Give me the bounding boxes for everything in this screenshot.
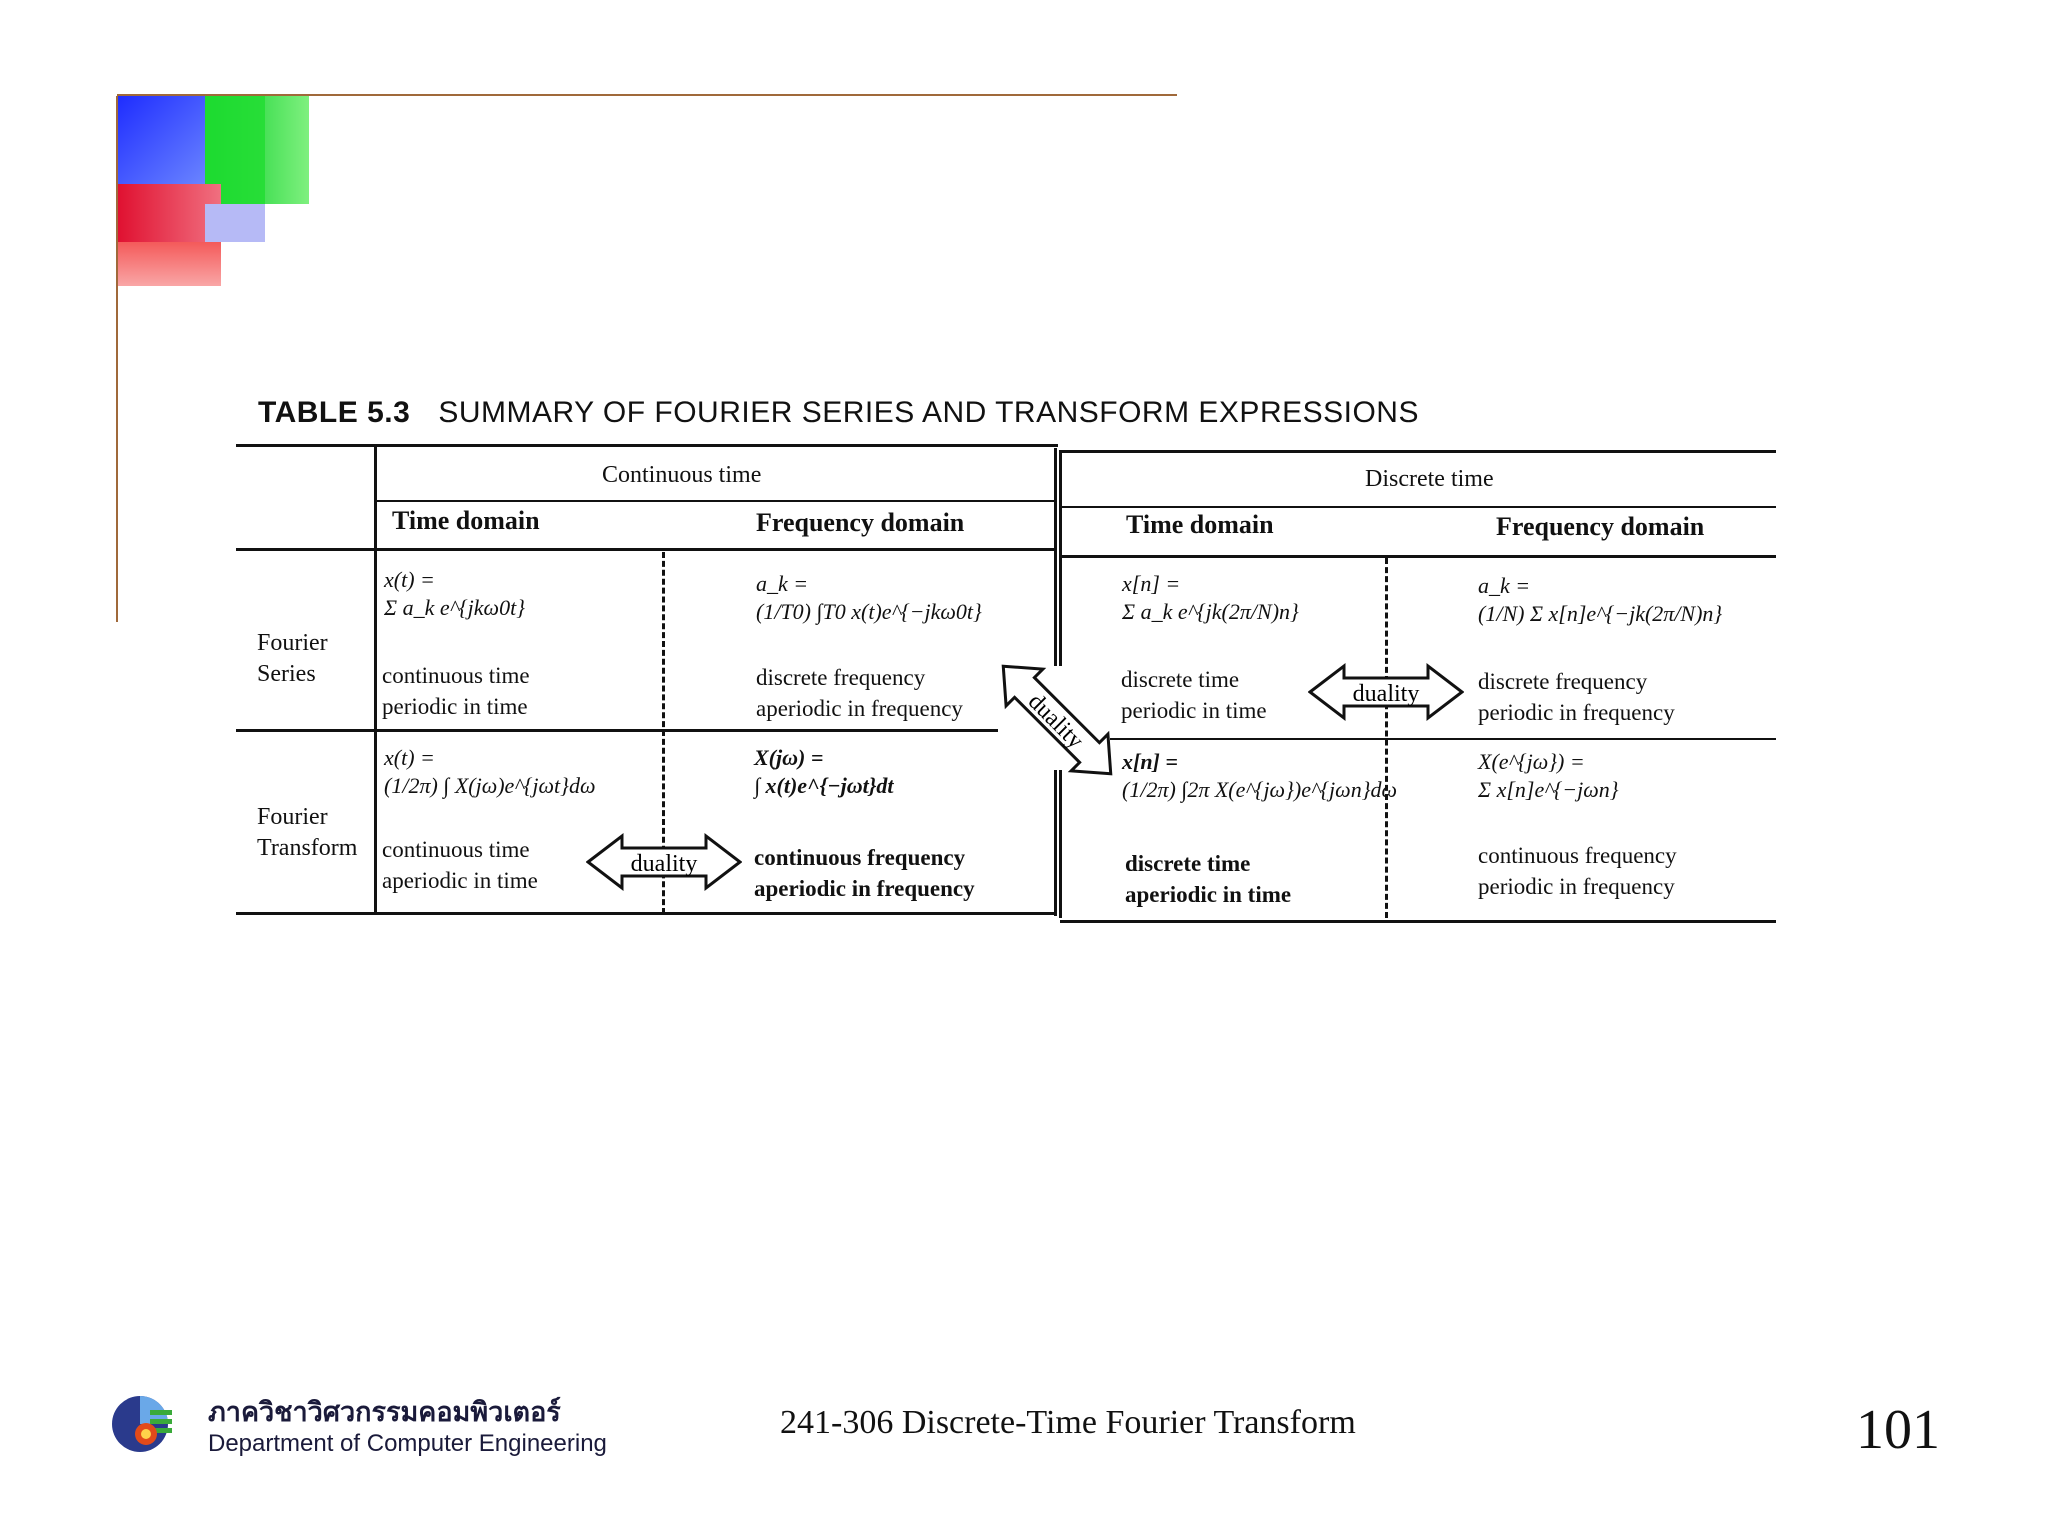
fs-dt-time-eq-line1: x[n] = <box>1122 571 1181 596</box>
ct-time-domain-header: Time domain <box>392 506 540 535</box>
row-label-fourier-transform <box>257 802 357 864</box>
left-rule <box>116 96 118 622</box>
discrete-time-header: Discrete time <box>1365 466 1494 492</box>
ft-ct-time-desc-line2: aperiodic in time <box>382 868 538 893</box>
corner-square-blue <box>117 96 205 184</box>
table-heading: SUMMARY OF FOURIER SERIES AND TRANSFORM EXPRESSIONS <box>438 396 1419 429</box>
ft-ct-freq-description <box>754 842 975 904</box>
ft-ct-time-eq-line2: (1/2π) ∫ X(jω)e^{jωt}dω <box>384 773 596 798</box>
ft-ct-time-eq-line1: x(t) = <box>384 745 435 770</box>
ft-ct-time-desc-line1: continuous time <box>382 837 530 862</box>
duality-label-1: duality <box>630 851 698 877</box>
fs-dt-freq-desc-line1: discrete frequency <box>1478 669 1648 694</box>
fs-ct-freq-eq-line1: a_k = <box>756 571 809 596</box>
department-name-thai: ภาควิชาวิศวกรรมคอมพิวเตอร์ <box>208 1397 561 1428</box>
ft-dt-time-description <box>1125 848 1291 910</box>
center-rule-a <box>1054 448 1057 666</box>
fs-ct-time-desc-line1: continuous time <box>382 663 530 688</box>
dt-dashed-divider <box>1385 558 1388 918</box>
center-rule-c <box>1054 770 1057 916</box>
fs-ct-time-eq-line1: x(t) = <box>384 567 435 592</box>
fs-ct-freq-desc-line1: discrete frequency <box>756 665 926 690</box>
center-rule-b <box>1059 450 1062 666</box>
ft-dt-freq-eq-line1: X(e^{jω}) = <box>1478 749 1585 774</box>
row-divider-left <box>236 729 998 732</box>
fs-ct-time-description <box>382 660 530 722</box>
center-rule-d <box>1059 770 1062 918</box>
group-rule-dt <box>1060 506 1776 508</box>
continuous-time-header: Continuous time <box>602 462 762 488</box>
duality-label-2: duality <box>1352 681 1420 707</box>
ft-dt-freq-equation <box>1478 748 1619 804</box>
fs-dt-freq-desc-line2: periodic in frequency <box>1478 700 1675 725</box>
fs-ct-freq-desc-line2: aperiodic in frequency <box>756 696 963 721</box>
row-label-fs-line2: Series <box>257 661 316 687</box>
fs-ct-time-desc-line2: periodic in time <box>382 694 528 719</box>
corner-square-lavender <box>205 204 265 242</box>
label-column-rule <box>374 444 377 914</box>
fs-dt-time-equation <box>1122 570 1299 626</box>
fs-dt-freq-description <box>1478 666 1675 728</box>
ft-dt-freq-desc-line1: continuous frequency <box>1478 843 1677 868</box>
ft-ct-time-equation <box>384 744 595 800</box>
fs-dt-time-eq-line2: Σ a_k e^{jk(2π/N)n} <box>1122 599 1299 624</box>
table-title <box>258 396 1419 430</box>
ft-ct-freq-equation <box>754 744 894 800</box>
table-label: TABLE 5.3 <box>258 396 411 429</box>
dt-frequency-domain-header: Frequency domain <box>1496 512 1705 541</box>
fs-dt-time-desc-line2: periodic in time <box>1121 698 1267 723</box>
ft-dt-time-eq-line2: (1/2π) ∫2π X(e^{jω})e^{jωn}dω <box>1122 777 1398 802</box>
row-divider-right <box>1110 738 1776 740</box>
ft-dt-freq-eq-line2: Σ x[n]e^{−jωn} <box>1478 777 1619 802</box>
department-logo-icon <box>110 1390 174 1454</box>
top-rule <box>117 94 1177 96</box>
ft-dt-time-equation <box>1122 748 1397 804</box>
header-rule-right <box>1060 555 1776 558</box>
table-top-rule-right <box>1060 450 1776 453</box>
ft-dt-freq-desc-line2: periodic in frequency <box>1478 874 1675 899</box>
row-label-fs-line1: Fourier <box>257 630 328 656</box>
ft-dt-time-eq-line1: x[n] = <box>1122 749 1178 774</box>
table-bottom-rule-right <box>1060 920 1776 923</box>
fs-dt-freq-eq-line2: (1/N) Σ x[n]e^{−jk(2π/N)n} <box>1478 601 1723 626</box>
fs-ct-freq-equation <box>756 570 982 626</box>
duality-arrow-bottom-left <box>586 832 742 892</box>
fs-dt-freq-equation <box>1478 572 1722 628</box>
fs-dt-time-desc-line1: discrete time <box>1121 667 1240 692</box>
duality-label-3: duality <box>1022 688 1089 755</box>
row-label-ft-line2: Transform <box>257 835 358 861</box>
dt-time-domain-header: Time domain <box>1126 510 1274 539</box>
department-name-english: Department of Computer Engineering <box>208 1430 607 1457</box>
ft-ct-time-description <box>382 834 538 896</box>
page-number: 101 <box>1856 1399 1940 1461</box>
ft-dt-time-desc-line1: discrete time <box>1125 851 1251 876</box>
ft-ct-freq-desc-line1: continuous frequency <box>754 845 966 870</box>
corner-square-pink <box>117 242 221 286</box>
ft-ct-freq-desc-line2: aperiodic in frequency <box>754 876 975 901</box>
group-rule-ct <box>374 500 1056 502</box>
fs-ct-freq-eq-line2: (1/T0) ∫T0 x(t)e^{−jkω0t} <box>756 599 982 624</box>
row-label-fourier-series <box>257 628 328 690</box>
ft-dt-time-desc-line2: aperiodic in time <box>1125 882 1292 907</box>
table-top-rule-left <box>236 444 1058 447</box>
fs-ct-time-eq-line2: Σ a_k e^{jkω0t} <box>384 595 526 620</box>
table-bottom-rule-left <box>236 912 1056 915</box>
fs-ct-time-equation <box>384 566 525 622</box>
duality-arrow-top-right <box>1308 662 1464 722</box>
fs-dt-time-description <box>1121 664 1267 726</box>
row-label-ft-line1: Fourier <box>257 804 328 830</box>
ft-ct-freq-eq-line1: X(jω) = <box>754 745 824 770</box>
duality-arrow-diagonal <box>990 660 1124 780</box>
ct-frequency-domain-header: Frequency domain <box>756 508 965 537</box>
course-title: 241-306 Discrete-Time Fourier Transform <box>780 1404 1356 1441</box>
ft-dt-freq-description <box>1478 840 1677 902</box>
ft-ct-freq-eq-line2: ∫ x(t)e^{−jωt}dt <box>754 773 894 798</box>
fs-dt-freq-eq-line1: a_k = <box>1478 573 1531 598</box>
fs-ct-freq-description <box>756 662 963 724</box>
header-rule-left <box>236 548 1056 551</box>
